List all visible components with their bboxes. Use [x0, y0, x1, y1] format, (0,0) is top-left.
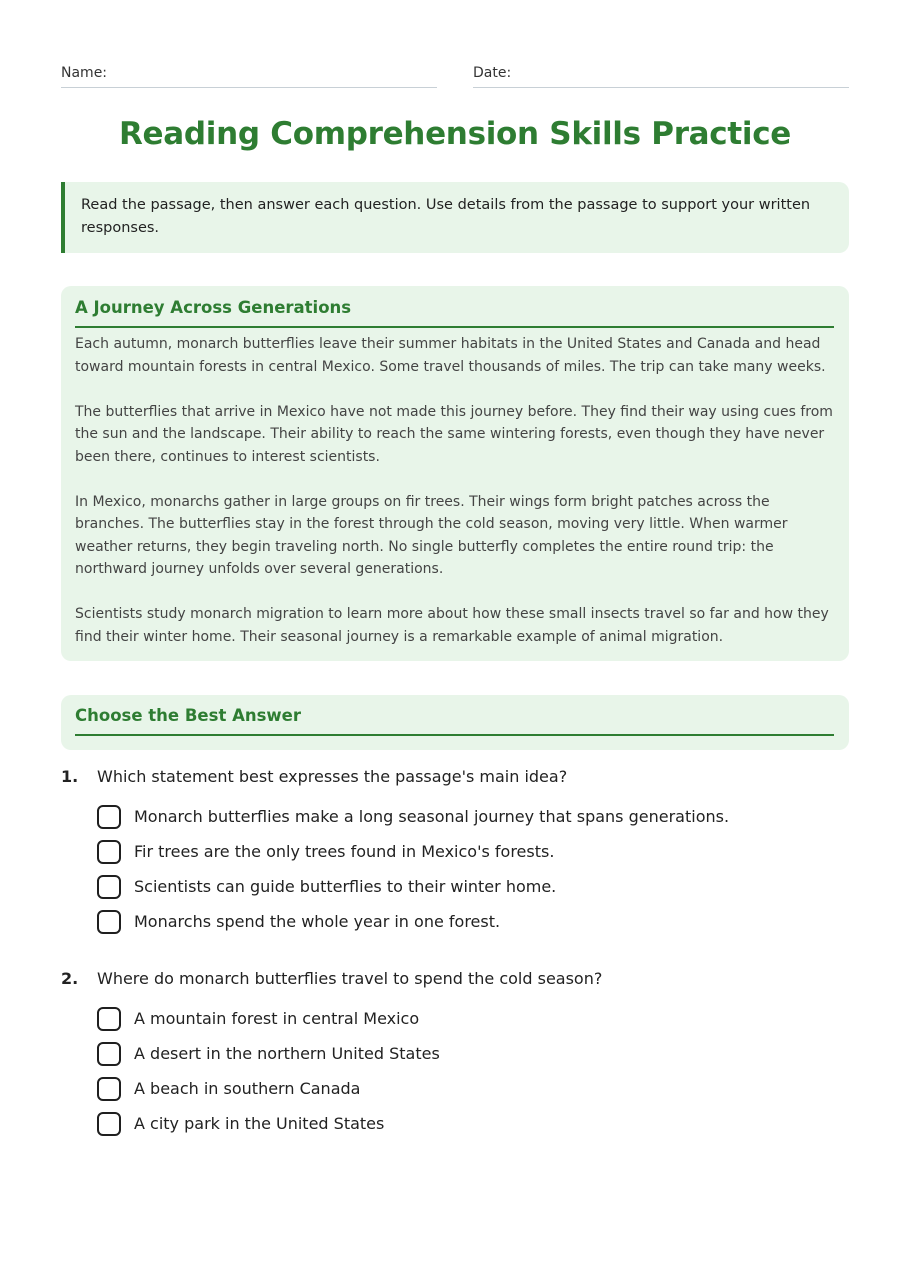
answer-option-text: A mountain forest in central Mexico — [134, 1009, 420, 1028]
answer-checkbox[interactable] — [97, 840, 121, 864]
answer-checkbox[interactable] — [97, 805, 121, 829]
answer-option[interactable] — [97, 1071, 849, 1106]
multiple-choice-heading: Choose the Best Answer — [75, 706, 834, 736]
question-text: Where do monarch butterflies travel to spend the cold season? — [97, 969, 603, 988]
answer-checkbox[interactable] — [97, 1007, 121, 1031]
answer-option-text: A city park in the United States — [134, 1114, 385, 1133]
question-number: 2. — [61, 969, 79, 988]
passage-body — [75, 333, 834, 648]
question-1 — [61, 767, 849, 939]
question-text: Which statement best expresses the passage's main idea? — [97, 767, 568, 786]
answer-option[interactable] — [97, 1106, 849, 1141]
page-title: Reading Comprehension Skills Practice — [118, 116, 792, 152]
passage-paragraph: Each autumn, monarch butterflies leave their summer habitats in the United States and Canada and head toward mountain forests in central Mexico. Some travel thousands of miles. The trip can take many weeks. — [75, 336, 826, 375]
answer-option[interactable] — [97, 869, 849, 904]
answer-option[interactable] — [97, 1001, 849, 1036]
name-label: Name: — [61, 65, 108, 81]
answer-option-text: A desert in the northern United States — [134, 1044, 440, 1063]
answer-checkbox[interactable] — [97, 1077, 121, 1101]
date-field[interactable] — [473, 62, 849, 88]
worksheet-page — [61, 0, 849, 1141]
instructions-box — [61, 182, 849, 253]
passage-heading: A Journey Across Generations — [75, 298, 834, 328]
answer-checkbox[interactable] — [97, 875, 121, 899]
date-label: Date: — [473, 65, 512, 81]
header-fields — [61, 62, 849, 88]
passage-panel — [61, 286, 849, 661]
answer-options — [97, 799, 849, 939]
answer-option[interactable] — [97, 834, 849, 869]
answer-option[interactable] — [97, 904, 849, 939]
answer-checkbox[interactable] — [97, 1112, 121, 1136]
answer-option[interactable] — [97, 799, 849, 834]
passage-paragraph: In Mexico, monarchs gather in large groups on fir trees. Their wings form bright patches across the branches. The butterflies stay in the forest through the cold season, moving very little. When warmer weather returns, they begin traveling north. No single butterfly completes the entire round trip: the northward journey unfolds over several generations. — [75, 493, 788, 577]
answer-checkbox[interactable] — [97, 910, 121, 934]
answer-checkbox[interactable] — [97, 1042, 121, 1066]
passage-paragraph: The butterflies that arrive in Mexico have not made this journey before. They find their way using cues from the sun and the landscape. Their ability to reach the same wintering forests, even though they have never been there, continues to interest scientists. — [75, 403, 833, 465]
question-number: 1. — [61, 767, 79, 786]
answer-option-text: Monarch butterflies make a long seasonal journey that spans generations. — [134, 807, 730, 826]
answer-option-text: Monarchs spend the whole year in one forest. — [134, 912, 501, 931]
passage-paragraph: Scientists study monarch migration to learn more about how these small insects travel so far and how they find their winter home. Their seasonal journey is a remarkable example of animal migration. — [75, 606, 829, 645]
instructions-text: Read the passage, then answer each question. Use details from the passage to support your written responses. — [81, 197, 811, 236]
answer-options — [97, 1001, 849, 1141]
answer-option[interactable] — [97, 1036, 849, 1071]
answer-option-text: Fir trees are the only trees found in Mexico's forests. — [134, 842, 555, 861]
question-2 — [61, 969, 849, 1141]
multiple-choice-header — [61, 695, 849, 750]
answer-option-text: A beach in southern Canada — [134, 1079, 361, 1098]
name-field[interactable] — [61, 62, 437, 88]
answer-option-text: Scientists can guide butterflies to their winter home. — [134, 877, 557, 896]
